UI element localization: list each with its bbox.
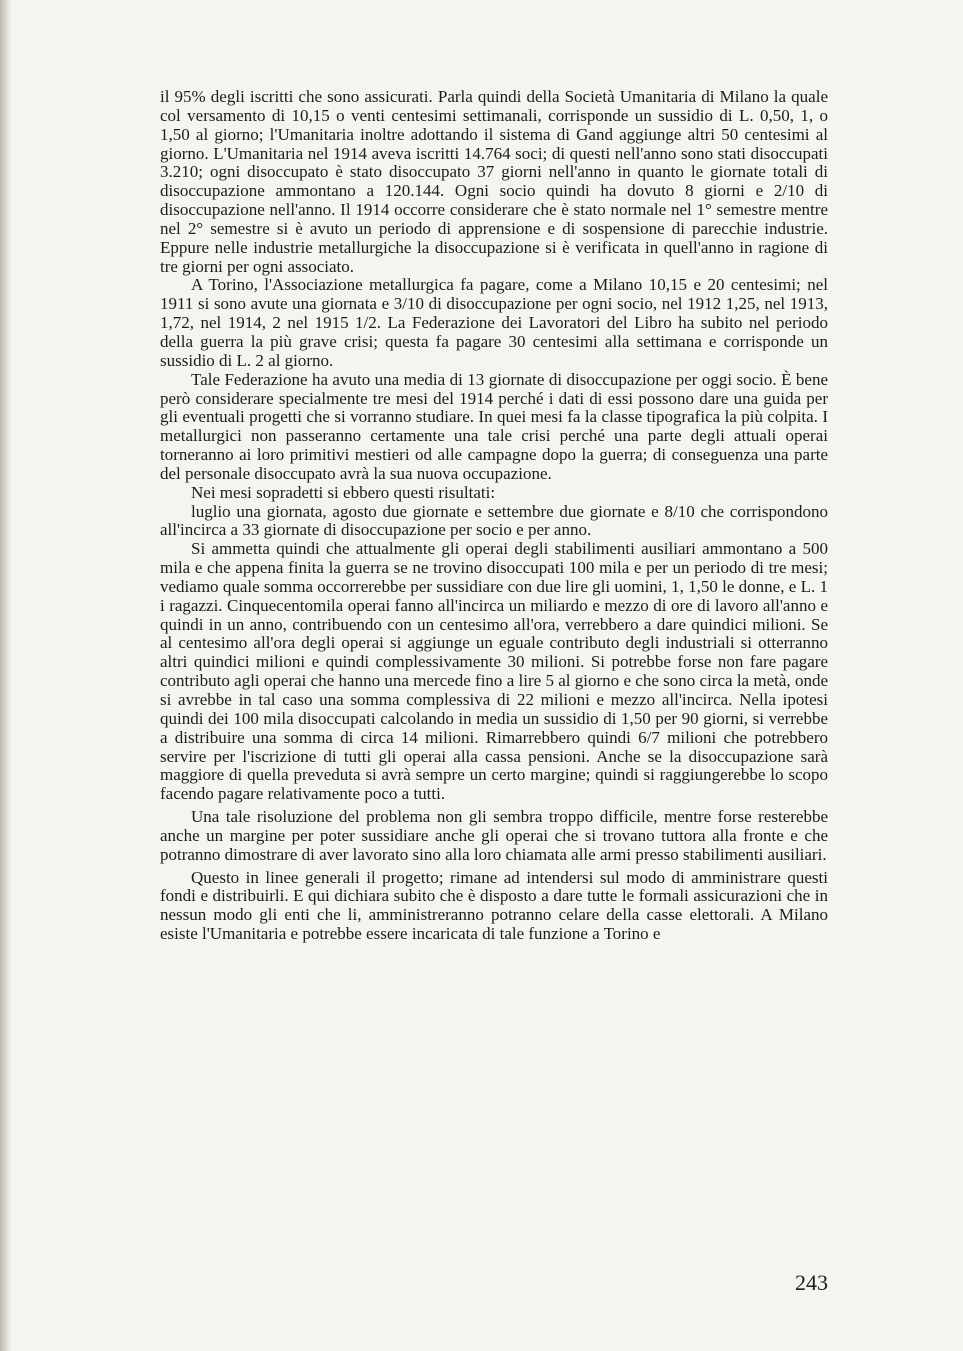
page-body-text <box>160 88 828 944</box>
page-binding-edge <box>0 0 12 1351</box>
paragraph-continued: il 95% degli iscritti che sono assicurati. Parla quindi della Società Umanitaria di Milano la quale col versamento di 10,15 o venti centesimi settimanali, corrisponde un sussidio di L. 0,50, 1, o 1,50 al giorno; l'Umanitaria inoltre adottando il sistema di Gand aggiunge altri 50 centesimi al giorno. L'Umanitaria nel 1914 aveva iscritti 14.764 soci; di questi nell'anno sono stati disoccupati 3.210; ogni disoccupato è stato disoccupato 37 giorni nell'anno in quanto le giornate totali di disoccupazione ammontano a 120.144. Ogni socio quindi ha dovuto 8 giorni e 2/10 di disoccupazione nell'anno. Il 1914 occorre considerare che è stato normale nel 1° semestre mentre nel 2° semestre si è avuto un periodo di apprensione e di sospensione di parecchie industrie. Eppure nelle industrie metallurgiche la disoccupazione si è verificata in quell'anno in ragione di tre giorni per ogni associato. <box>160 87 828 276</box>
paragraph: luglio una giornata, agosto due giornate e settembre due giornate e 8/10 che corrispondono all'incirca a 33 giornate di disoccupazione per socio e per anno. <box>160 501 828 540</box>
paragraph: Tale Federazione ha avuto una media di 13 giornate di disoccupazione per oggi socio. È bene però considerare specialmente tre mesi del 1914 perché i dati di essi possono dare una guida per gli eventuali progetti che si vorranno studiare. In quei mesi fa la classe tipografica la più colpita. I metallurgici non passeranno certamente una tale crisi perché una parte degli attuali operai torneranno ai loro primitivi mestieri od alle campagne dopo la guerra; di conseguenza una parte del personale disoccupato avrà la sua nuova occupazione. <box>160 369 828 483</box>
page-number: 243 <box>795 1270 828 1295</box>
paragraph: Nei mesi sopradetti si ebbero questi risultati: <box>191 482 496 502</box>
paragraph: A Torino, l'Associazione metallurgica fa pagare, come a Milano 10,15 e 20 centesimi; nel 1911 si sono avute una giornata e 3/10 di disoccupazione per ogni socio, nel 1912 1,25, nel 1913, 1,72, nel 1914, 2 nel 1915 1/2. La Federazione dei Lavoratori del Libro ha subito nel periodo della guerra la più grave crisi; questa fa pagare 30 centesimi alla settimana e corrisponde un sussidio di L. 2 al giorno. <box>160 275 828 370</box>
paragraph: Si ammetta quindi che attualmente gli operai degli stabilimenti ausiliari ammontano a 500 mila e che appena finita la guerra se ne trovino disoccupati 100 mila e per un periodo di tre mesi; vediamo quale somma occorrerebbe per sussidiare con due lire gli uomini, 1, 1,50 le donne, e L. 1 i ragazzi. Cinquecentomila operai fanno all'incirca un miliardo e mezzo di ore di lavoro all'anno e quindi in un anno, contribuendo con un centesimo all'ora, verrebbero a dare quindici milioni. Se al centesimo all'ora degli operai si aggiunge un eguale contributo degli industriali si otterranno altri quindici milioni e quindi complessivamente 30 milioni. Si potrebbe forse non fare pagare contributo agli operai che hanno una mercede fino a lire 5 al giorno e che sono circa la metà, onde si avrebbe in tal caso una somma complessiva di 22 milioni e mezzo all'incirca. Nella ipotesi quindi dei 100 mila disoccupati calcolando in media un sussidio di 1,50 per 90 giorni, si verrebbe a distribuire una somma di circa 14 milioni. Rimarrebbero quindi 6/7 milioni che potrebbero servire per l'iscrizione di tutti gli operai alla cassa pensioni. Anche se la disoccupazione sarà maggiore di quella preveduta si avrà sempre un certo margine; quindi si raggiungerebbe lo scopo facendo pagare relativamente poco a tutti. <box>160 539 828 804</box>
paragraph: Una tale risoluzione del problema non gli sembra troppo difficile, mentre forse resterebbe anche un margine per poter sussidiare anche gli operai che si trovano tuttora alla fronte e che potranno dimostrare di aver lavorato sino alla loro chiamata alle armi presso stabilimenti ausiliari. <box>160 807 828 864</box>
paragraph: Questo in linee generali il progetto; rimane ad intendersi sul modo di amministrare questi fondi e distribuirli. E qui dichiara subito che è disposto a dare tutte le formali assicurazioni che in nessun modo gli enti che li, amministreranno potranno celare della casse elettorali. A Milano esiste l'Umanitaria e potrebbe essere incaricata di tale funzione a Torino e <box>160 867 828 944</box>
